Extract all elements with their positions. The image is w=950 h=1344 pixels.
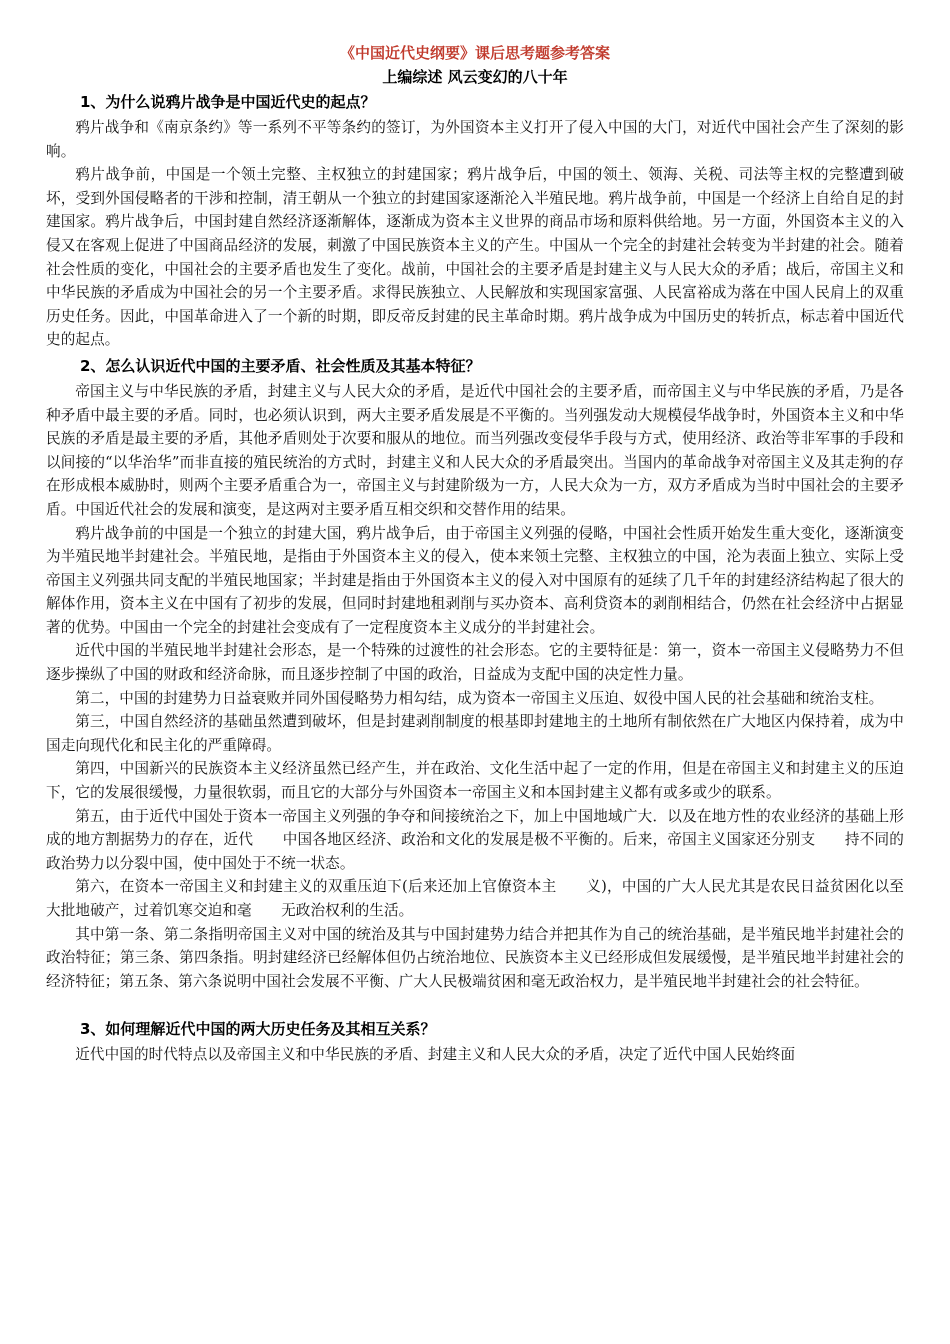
section-3-paragraph: 近代中国的时代特点以及帝国主义和中华民族的矛盾、封建主义和人民大众的矛盾，决定了近代中国人民始终面	[75, 1046, 796, 1064]
section-2-paragraph: 第三，中国自然经济的基础虽然遭到破坏，但是封建剥削制度的根基即封建地主的土地所有制依然在广大地区内保持着，成为中国走向现代化和民主化的严重障碍。	[46, 713, 904, 754]
section-1-paragraph: 鸦片战争和《南京条约》等一系列不平等条约的签订，为外国资本主义打开了侵入中国的大门，对近代中国社会产生了深刻的影响。	[46, 119, 904, 160]
document-subtitle: 上编综述 风云变幻的八十年	[382, 68, 568, 86]
section-2-paragraph: 第二，中国的封建势力日益衰败并同外国侵略势力相勾结，成为资本一帝国主义压迫、奴役中国人民的社会基础和统治支柱。	[75, 689, 884, 707]
section-2-heading: 2、怎么认识近代中国的主要矛盾、社会性质及其基本特征？	[80, 356, 481, 375]
section-2-paragraph: 近代中国的半殖民地半封建社会形态，是一个特殊的过渡性的社会形态。它的主要特征是：第一，资本一帝国主义侵略势力不但逐步操纵了中国的财政和经济命脉，而且逐步控制了中国的政治，日益成为支配中国的决定性力量。	[46, 642, 904, 684]
document-title: 《中国近代史纲要》课后思考题参考答案	[339, 44, 610, 62]
section-2-paragraph: 第四，中国新兴的民族资本主义经济虽然已经产生，并在政治、文化生活中起了一定的作用，但是在帝国主义和封建主义的压迫下，它的发展很缓慢，力量很软弱，而且它的大部分与外国资本一帝国主义和本国封建主义都有或多或少的联系。	[46, 760, 904, 802]
section-2-paragraph: 第六，在资本一帝国主义和封建主义的双重压迫下(后来还加上官僚资本主 义)，中国的广大人民尤其是农民日益贫困化以至大批地破产，过着饥寒交迫和毫 无政治权利的生活。	[46, 878, 904, 919]
section-1-heading: 1、为什么说鸦片战争是中国近代史的起点？	[80, 93, 376, 111]
section-2-paragraph: 帝国主义与中华民族的矛盾，封建主义与人民大众的矛盾，是近代中国社会的主要矛盾，而帝国主义与中华民族的矛盾，乃是各种矛盾中最主要的矛盾。同时，也必须认识到，两大主要矛盾发展是不平衡的。当列强发动大规模侵华战争时，外国资本主义和中华民族的矛盾是最主要的矛盾，其他矛盾则处于次要和服从的地位。而当列强改变侵华手段与方式，使用经济、政治等非军事的手段和以间接的“以华治华”而非直接的殖民统治的方式时，封建主义和人民大众的矛盾最突出。当国内的革命战争对帝国主义及其走狗的存在形成根本威胁时，则两个主要矛盾重合为一，帝国主义与封建阶级为一方，人民大众为一方，双方矛盾成为当时中国社会的主要矛盾。中国近代社会的发展和演变，是这两对主要矛盾互相交织和交替作用的结果。	[46, 382, 904, 518]
section-2-paragraph: 鸦片战争前的中国是一个独立的封建大国，鸦片战争后，由于帝国主义列强的侵略，中国社会性质开始发生重大变化，逐渐演变为半殖民地半封建社会。半殖民地，是指由于外国资本主义的侵入，使本来领土完整、主权独立的中国，沦为表面上独立、实际上受帝国主义列强共同支配的半殖民地国家；半封建是指由于外国资本主义的侵入对中国原有的延续了几千年的封建经济结构起了很大的解体作用，资本主义在中国有了初步的发展，但同时封建地租剥削与买办资本、高利贷资本的剥削相结合，仍然在社会经济中占据显著的优势。中国由一个完全的封建社会变成有了一定程度资本主义成分的半封建社会。	[46, 524, 904, 636]
section-2-paragraph: 第五，由于近代中国处于资本一帝国主义列强的争夺和间接统治之下，加上中国地域广大．以及在地方性的农业经济的基础上形成的地方割据势力的存在，近代 中国各地区经济、政治和文化的发展是极不平衡的。后来，帝国主义国家还分别支 持不同的政治势力以分裂中国，使中国处于不统一状态。	[46, 807, 904, 872]
section-3-heading: 3、如何理解近代中国的两大历史任务及其相互关系？	[80, 1020, 436, 1039]
section-1-paragraph: 鸦片战争前，中国是一个领土完整、主权独立的封建国家；鸦片战争后，中国的领土、领海、关税、司法等主权的完整遭到破坏，受到外国侵略者的干涉和控制，清王朝从一个独立的封建国家逐渐沦入半殖民地。鸦片战争前，中国是一个经济上自给自足的封建国家。鸦片战争后，中国封建自然经济逐渐解体，逐渐成为资本主义世界的商品市场和原料供给地。另一方面，外国资本主义的入侵又在客观上促进了中国商品经济的发展，刺激了中国民族资本主义的产生。中国从一个完全的封建社会转变为半封建的社会。随着社会性质的变化，中国社会的主要矛盾也发生了变化。战前，中国社会的主要矛盾是封建主义与人民大众的矛盾；战后，帝国主义和中华民族的矛盾成为中国社会的另一个主要矛盾。求得民族独立、人民解放和实现国家富强、人民富裕成为落在中国人民肩上的双重历史任务。因此，中国革命进入了一个新的时期，即反帝反封建的民主革命时期。鸦片战争成为中国历史的转折点，标志着中国近代史的起点。	[46, 166, 904, 349]
section-2-paragraph: 其中第一条、第二条指明帝国主义对中国的统治及其与中国封建势力结合并把其作为自己的统治基础，是半殖民地半封建社会的政治特征；第三条、第四条指。明封建经济已经解体但仍占统治地位、民族资本主义已经形成但发展缓慢，是半殖民地半封建社会的经济特征；第五条、第六条说明中国社会发展不平衡、广大人民极端贫困和毫无政治权力，是半殖民地半封建社会的社会特征。	[46, 925, 904, 990]
section-spacer	[46, 993, 904, 1015]
